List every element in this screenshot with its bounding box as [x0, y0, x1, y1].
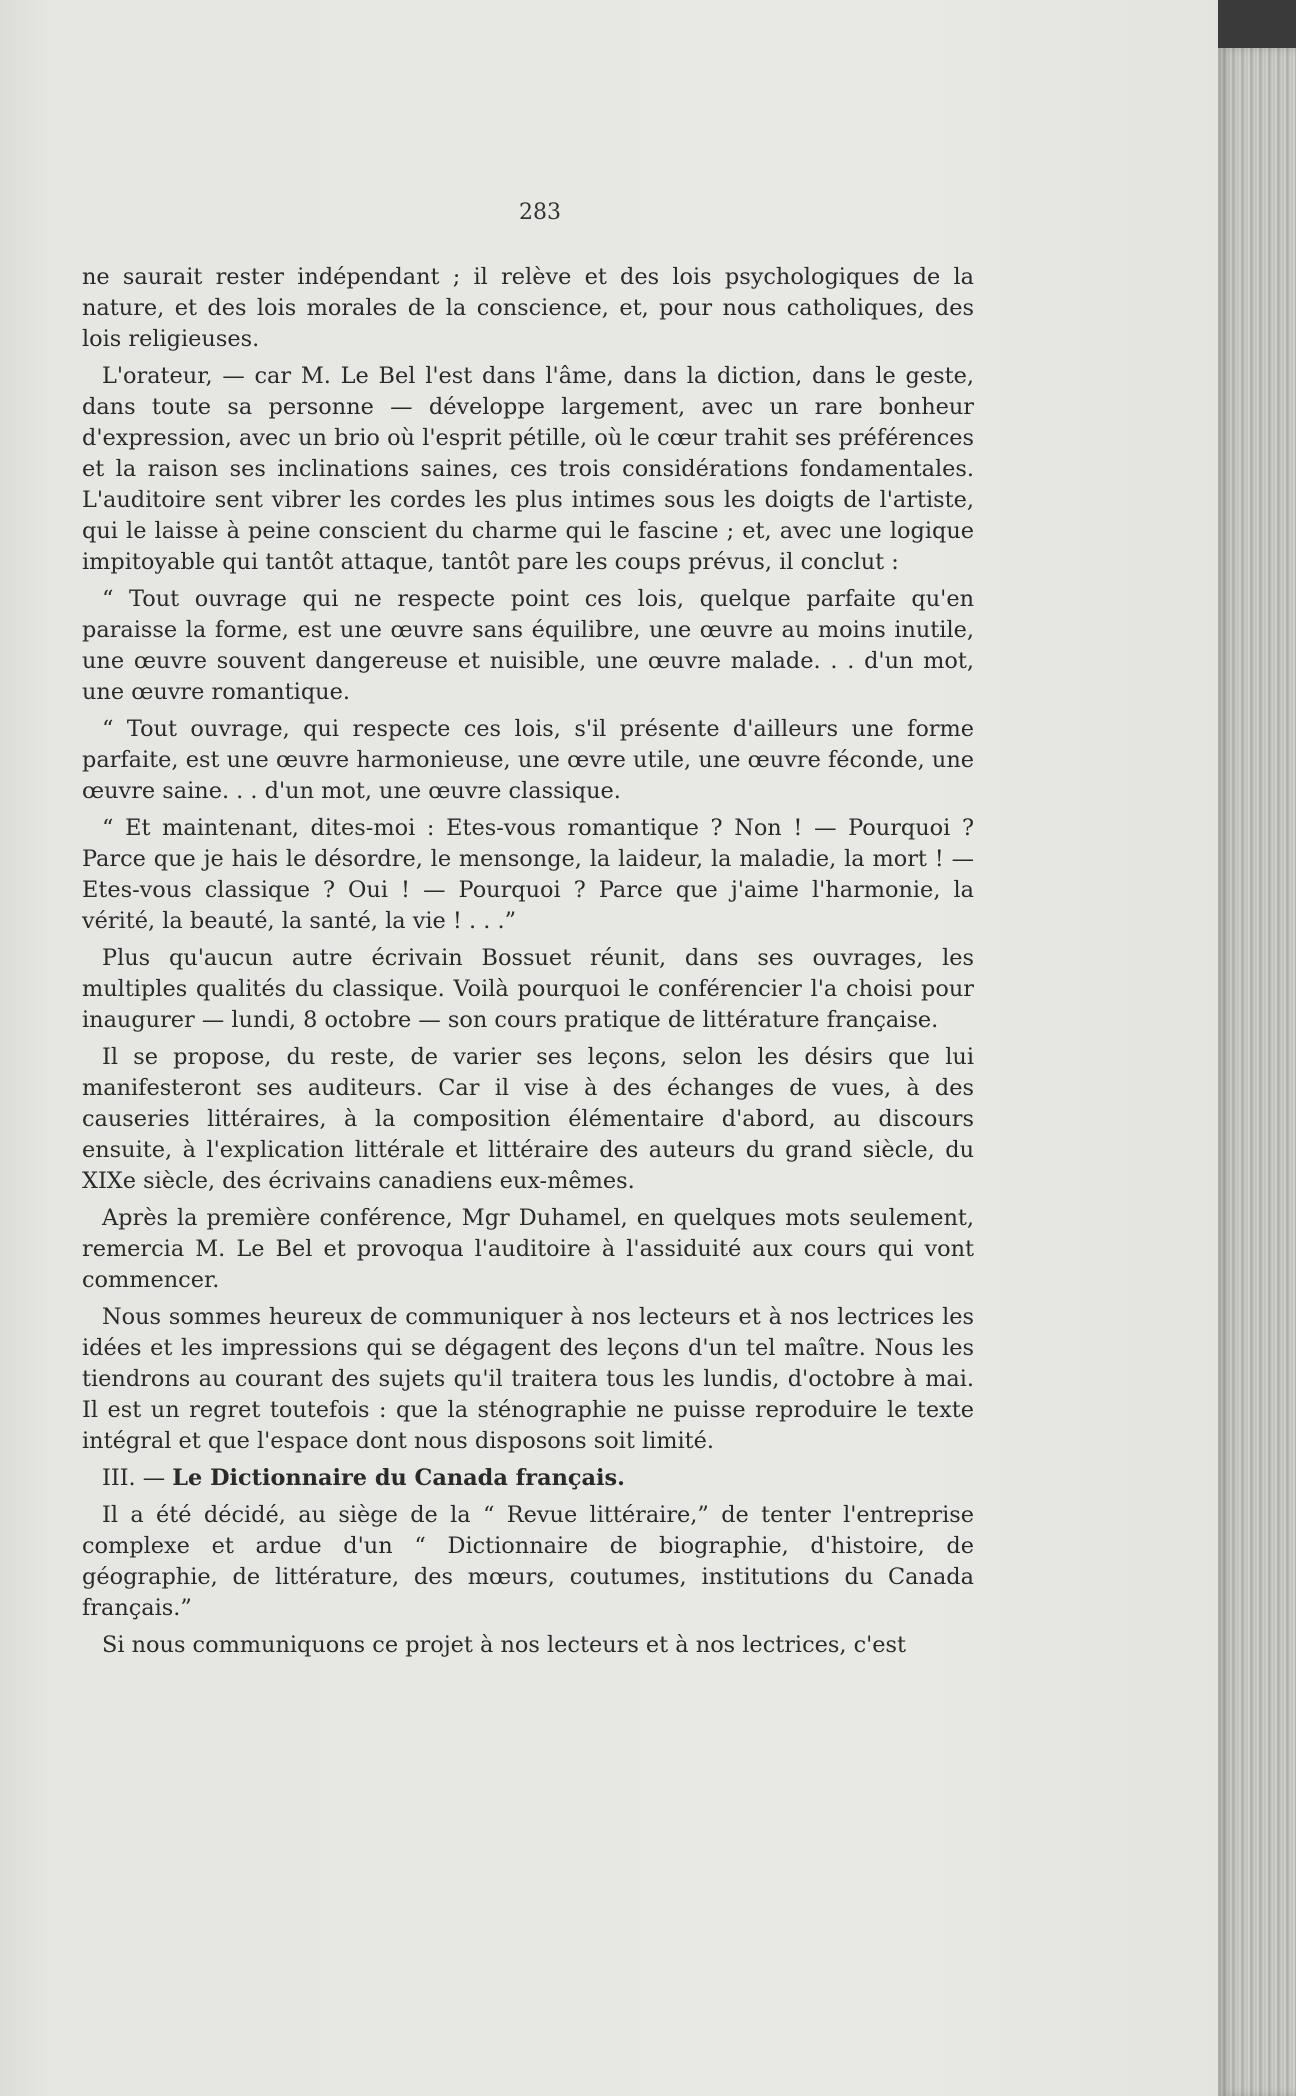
paragraph: “ Tout ouvrage qui ne respecte point ces lois, quelque parfaite qu'en paraisse la forme, est une œuvre sans équilibre, une œuvre au moins inutile, une œuvre souvent dangereuse et nuisible, une œuvre malade. . . d'un mot, une œuvre romantique.	[82, 586, 974, 705]
paragraph: Plus qu'aucun autre écrivain Bossuet réunit, dans ses ouvrages, les multiples qualités du classique. Voilà pourquoi le conférencier l'a choisi pour inaugurer — lundi, 8 octobre — son cours pratique de littérature française.	[82, 945, 974, 1033]
book-page-edges	[1218, 48, 1296, 2096]
paragraph: “ Tout ouvrage, qui respecte ces lois, s'il présente d'ailleurs une forme parfaite, est une œuvre harmonieuse, une œvre utile, une œuvre féconde, une œuvre saine. . . d'un mot, une œuvre classique.	[82, 716, 974, 804]
section-title: Le Dictionnaire du Canada français.	[172, 1465, 625, 1491]
body-text	[82, 262, 974, 1667]
section-heading	[82, 1463, 974, 1494]
paragraph: Il a été décidé, au siège de la “ Revue littéraire,” de tenter l'entreprise complexe et ardue d'un “ Dictionnaire de biographie, d'histoire, de géographie, de littérature, des mœurs, coutumes, institutions du Canada français.”	[82, 1502, 974, 1621]
paragraph: Il se propose, du reste, de varier ses leçons, selon les désirs que lui manifesteront ses auditeurs. Car il vise à des échanges de vues, à des causeries littéraires, à la composition élémentaire d'abord, au discours ensuite, à l'explication littérale et littéraire des auteurs du grand siècle, du XIXe siècle, des écrivains canadiens eux-mêmes.	[82, 1044, 974, 1194]
paragraph: Nous sommes heureux de communiquer à nos lecteurs et à nos lectrices les idées et les impressions qui se dégagent des leçons d'un tel maître. Nous les tiendrons au courant des sujets qu'il traitera tous les lundis, d'octobre à mai. Il est un regret toutefois : que la sténographie ne puisse reproduire le texte intégral et que l'espace dont nous disposons soit limité.	[82, 1304, 974, 1454]
paragraph: Si nous communiquons ce projet à nos lecteurs et à nos lectrices, c'est	[102, 1632, 907, 1658]
paragraph: “ Et maintenant, dites-moi : Etes-vous romantique ? Non ! — Pourquoi ? Parce que je hais le désordre, le mensonge, la laideur, la maladie, la mort ! — Etes-vous classique ? Oui ! — Pourquoi ? Parce que j'aime l'harmonie, la vérité, la beauté, la santé, la vie ! . . .”	[82, 815, 974, 934]
section-number: III. —	[102, 1465, 166, 1491]
paragraph: L'orateur, — car M. Le Bel l'est dans l'âme, dans la diction, dans le geste, dans toute sa personne — développe largement, avec un rare bonheur d'expression, avec un brio où l'esprit pétille, où le cœur trahit ses préférences et la raison ses inclinations saines, ces trois considérations fondamentales. L'auditoire sent vibrer les cordes les plus intimes sous les doigts de l'artiste, qui le laisse à peine conscient du charme qui le fascine ; et, avec une logique impitoyable qui tantôt attaque, tantôt pare les coups prévus, il conclut :	[82, 363, 974, 575]
page-number: 283	[519, 200, 561, 225]
paragraph: Après la première conférence, Mgr Duhamel, en quelques mots seulement, remercia M. Le Bel et provoqua l'auditoire à l'assiduité aux cours qui vont commencer.	[82, 1205, 974, 1293]
paragraph: ne saurait rester indépendant ; il relève et des lois psychologiques de la nature, et des lois morales de la conscience, et, pour nous catholiques, des lois religieuses.	[82, 264, 974, 352]
